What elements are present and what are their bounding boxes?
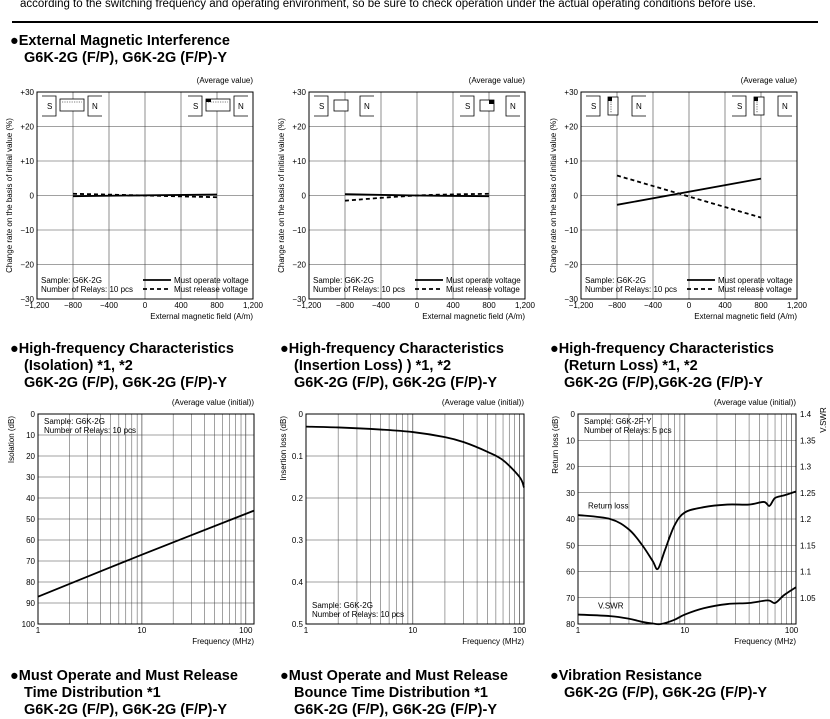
- y-tick-label: 0.4: [291, 578, 303, 587]
- series-line-0: [306, 427, 524, 488]
- y-tick-label: 20: [566, 462, 575, 472]
- y-tick-label: −30: [20, 295, 34, 304]
- annotation-label: (Average value): [196, 76, 253, 85]
- annotation-label: (Average value): [740, 76, 797, 85]
- y-axis-label: Change rate on the basis of initial value (%): [277, 118, 286, 273]
- relay-mark-icon: [608, 97, 612, 101]
- y-tick-label: −20: [20, 260, 34, 270]
- y-tick-label: 0: [570, 410, 575, 419]
- y-tick-label: 0: [29, 191, 34, 201]
- heading-bounce-time: ●Must Operate and Must Release Bounce Time Distribution *1 G6K-2G (F/P), G6K-2G (F/P)-Y: [280, 668, 508, 718]
- y-tick-label: −30: [292, 295, 306, 304]
- y-tick-label: 0.5: [291, 620, 303, 629]
- y-tick-label: +30: [564, 88, 578, 97]
- magnet-s-label: S: [465, 102, 471, 111]
- y-tick-label: 0: [301, 191, 306, 201]
- y-tick-label: 30: [26, 473, 35, 482]
- chart-magnetic-2: [272, 70, 542, 332]
- bullet-icon: ●: [10, 668, 19, 684]
- magnet-n-label: N: [364, 102, 370, 111]
- relay-icon: [60, 99, 84, 111]
- magnet-n-label: N: [782, 102, 788, 111]
- y2-tick-label: 1.2: [800, 515, 812, 524]
- x-tick-label: −1,200: [296, 301, 322, 310]
- y-tick-label: 90: [26, 599, 35, 608]
- annotation-label: (Average value): [468, 76, 525, 85]
- sample-label: Sample: G6K-2G: [44, 417, 105, 426]
- legend-label-operate: Must operate voltage: [446, 276, 521, 285]
- magnet-s-label: S: [47, 102, 53, 111]
- x-tick-label: 0: [142, 301, 148, 310]
- legend-label-release: Must release voltage: [446, 285, 520, 294]
- relay-mark-icon: [754, 97, 758, 101]
- y-tick-label: +20: [292, 122, 306, 132]
- relay-icon: [334, 100, 348, 111]
- y-axis-label: Change rate on the basis of initial value (%): [5, 118, 14, 273]
- chart-return-loss: [544, 396, 830, 652]
- y-axis-label: Return loss (dB): [551, 416, 560, 474]
- x-tick-label: −1,200: [24, 301, 50, 310]
- y2-tick-label: 1.25: [800, 488, 816, 498]
- x-tick-label: 1: [303, 626, 309, 635]
- y-tick-label: +10: [564, 157, 578, 166]
- y2-tick-label: 1.4: [800, 410, 812, 419]
- y-tick-label: 10: [566, 436, 575, 446]
- y-tick-label: 70: [26, 557, 35, 566]
- x-tick-label: 400: [718, 301, 732, 310]
- y-tick-label: 60: [566, 567, 575, 577]
- bullet-icon: ●: [550, 341, 559, 357]
- x-axis-label: Frequency (MHz): [462, 637, 524, 646]
- y-tick-label: −20: [292, 260, 306, 270]
- heading-hf-isolation: ●High-frequency Characteristics (Isolation) *1, *2 G6K-2G (F/P), G6K-2G (F/P)-Y: [10, 341, 234, 391]
- y-tick-label: −10: [20, 226, 34, 235]
- y-tick-label: 100: [21, 620, 35, 629]
- y-tick-label: 0.1: [291, 452, 303, 461]
- y-tick-label: 40: [26, 494, 35, 503]
- x-tick-label: 1,200: [514, 301, 536, 310]
- relays-label: Number of Relays: 10 pcs: [585, 285, 678, 294]
- chart-isolation: [0, 396, 270, 652]
- magnet-n-label: N: [92, 102, 98, 111]
- y2-tick-label: 1.35: [800, 436, 816, 446]
- relay-mark-icon: [206, 99, 211, 102]
- y-tick-label: 20: [26, 452, 35, 461]
- x-tick-label: 0: [686, 301, 692, 310]
- relays-label: Number of Relays: 5 pcs: [584, 426, 672, 435]
- y2-tick-label: 1.15: [800, 541, 816, 551]
- section-divider: [12, 21, 818, 23]
- relays-label: Number of Relays: 10 pcs: [44, 426, 137, 435]
- sample-label: Sample: G6K-2G: [585, 276, 646, 285]
- y-axis-label: Change rate on the basis of initial value (%): [549, 118, 558, 273]
- magnet-n-label: N: [238, 102, 244, 111]
- relays-label: Number of Relays: 10 pcs: [41, 285, 134, 294]
- x-tick-label: 1: [35, 626, 41, 635]
- series-label-vswr: V.SWR: [598, 601, 624, 611]
- x-tick-label: 1,200: [242, 301, 264, 310]
- x-tick-label: 800: [210, 301, 224, 310]
- bullet-icon: ●: [280, 341, 289, 357]
- y-tick-label: 50: [26, 515, 35, 524]
- x-tick-label: 100: [512, 626, 527, 635]
- x-tick-label: −800: [335, 301, 355, 310]
- y-tick-label: +20: [20, 122, 34, 132]
- x-tick-label: 10: [680, 626, 690, 635]
- heading-vibration: ●Vibration Resistance G6K-2G (F/P), G6K-2G (F/P)-Y: [550, 668, 768, 701]
- y-tick-label: 60: [26, 536, 35, 545]
- sample-label: Sample: G6K-2G: [312, 601, 373, 610]
- legend-label-operate: Must operate voltage: [174, 276, 249, 285]
- relay-mark-icon: [489, 100, 494, 104]
- y-tick-label: 50: [566, 541, 575, 551]
- sample-label: Sample: G6K-2G: [313, 276, 374, 285]
- bullet-icon: ●: [10, 33, 19, 49]
- x-tick-label: −400: [371, 301, 391, 310]
- y-tick-label: 0: [298, 410, 303, 419]
- bullet-icon: ●: [10, 341, 19, 357]
- x-tick-label: −1,200: [568, 301, 594, 310]
- series-label-return-loss: Return loss: [588, 501, 629, 511]
- plot-frame: [306, 414, 524, 624]
- x-tick-label: 400: [174, 301, 188, 310]
- x-axis-label: Frequency (MHz): [192, 637, 254, 646]
- legend-label-release: Must release voltage: [718, 285, 792, 294]
- top-note: according to the switching frequency and operating environment, so be sure to check operation under the actual operating conditions before use.: [20, 0, 756, 10]
- y-tick-label: +20: [564, 122, 578, 132]
- magnet-s-label: S: [319, 102, 325, 111]
- legend-label-release: Must release voltage: [174, 285, 248, 294]
- bullet-icon: ●: [280, 668, 289, 684]
- y-tick-label: +10: [20, 157, 34, 166]
- x-tick-label: −800: [607, 301, 627, 310]
- magnet-s-label: S: [737, 102, 743, 111]
- y-tick-label: 0: [573, 191, 578, 201]
- y-tick-label: 80: [26, 578, 35, 587]
- relays-label: Number of Relays: 10 pcs: [313, 285, 406, 294]
- y-axis-label: Insertion loss (dB): [279, 416, 288, 481]
- y2-tick-label: 1.1: [800, 567, 812, 577]
- y2-tick-label: 1.05: [800, 593, 816, 603]
- x-axis-label: External magnetic field (A/m): [694, 312, 797, 321]
- heading-operate-time: ●Must Operate and Must Release Time Distribution *1 G6K-2G (F/P), G6K-2G (F/P)-Y: [10, 668, 238, 718]
- annotation-label: (Average value (initial)): [713, 398, 796, 407]
- y-tick-label: +10: [292, 157, 306, 166]
- magnet-s-label: S: [193, 102, 199, 111]
- magnet-n-label: N: [510, 102, 516, 111]
- chart-insertion-loss: [272, 396, 542, 652]
- y-tick-label: −20: [564, 260, 578, 270]
- y2-tick-label: 1.3: [800, 462, 812, 472]
- sample-label: Sample: G6K-2F-Y: [584, 417, 652, 426]
- heading-external-magnetic: ●External Magnetic Interference G6K-2G (F/P), G6K-2G (F/P)-Y: [10, 33, 230, 66]
- x-tick-label: 0: [414, 301, 420, 310]
- y-tick-label: 0.2: [291, 494, 303, 503]
- chart-magnetic-3: [544, 70, 814, 332]
- series-line-0: [38, 511, 254, 597]
- y-tick-label: +30: [20, 88, 34, 97]
- y-tick-label: +30: [292, 88, 306, 97]
- x-tick-label: 800: [754, 301, 768, 310]
- y-tick-label: 80: [566, 620, 575, 629]
- y-tick-label: 30: [566, 488, 575, 498]
- y-tick-label: 10: [26, 431, 35, 440]
- y2-axis-label: V.SWR: [819, 407, 828, 433]
- x-tick-label: 400: [446, 301, 460, 310]
- y-tick-label: −30: [564, 295, 578, 304]
- sample-label: Sample: G6K-2G: [41, 276, 102, 285]
- y-tick-label: −10: [292, 226, 306, 235]
- x-tick-label: 800: [482, 301, 496, 310]
- x-tick-label: 1,200: [786, 301, 808, 310]
- magnet-s-label: S: [591, 102, 597, 111]
- annotation-label: (Average value (initial)): [441, 398, 524, 407]
- bullet-icon: ●: [550, 668, 559, 684]
- x-axis-label: Frequency (MHz): [734, 637, 796, 646]
- heading-hf-return: ●High-frequency Characteristics (Return Loss) *1, *2 G6K-2G (F/P),G6K-2G (F/P)-Y: [550, 341, 774, 391]
- y-tick-label: 0: [30, 410, 35, 419]
- x-tick-label: 10: [137, 626, 147, 635]
- y-tick-label: −10: [564, 226, 578, 235]
- chart-magnetic-1: [0, 70, 270, 332]
- x-tick-label: 100: [239, 626, 253, 635]
- heading-hf-insertion: ●High-frequency Characteristics (Insertion Loss) ) *1, *2 G6K-2G (F/P), G6K-2G (F/P)-Y: [280, 341, 504, 391]
- y-tick-label: 70: [566, 593, 575, 603]
- y-axis-label: Isolation (dB): [7, 416, 16, 464]
- y-tick-label: 40: [566, 515, 575, 524]
- x-axis-label: External magnetic field (A/m): [422, 312, 525, 321]
- magnet-n-label: N: [636, 102, 642, 111]
- x-tick-label: 10: [408, 626, 418, 635]
- x-tick-label: −800: [63, 301, 83, 310]
- x-tick-label: 1: [575, 626, 581, 635]
- relays-label: Number of Relays: 10 pcs: [312, 610, 405, 619]
- x-tick-label: −400: [643, 301, 663, 310]
- annotation-label: (Average value (initial)): [171, 398, 254, 407]
- legend-label-operate: Must operate voltage: [718, 276, 793, 285]
- y-tick-label: 0.3: [291, 536, 303, 545]
- x-tick-label: 100: [784, 626, 799, 635]
- x-axis-label: External magnetic field (A/m): [150, 312, 253, 321]
- x-tick-label: −400: [99, 301, 119, 310]
